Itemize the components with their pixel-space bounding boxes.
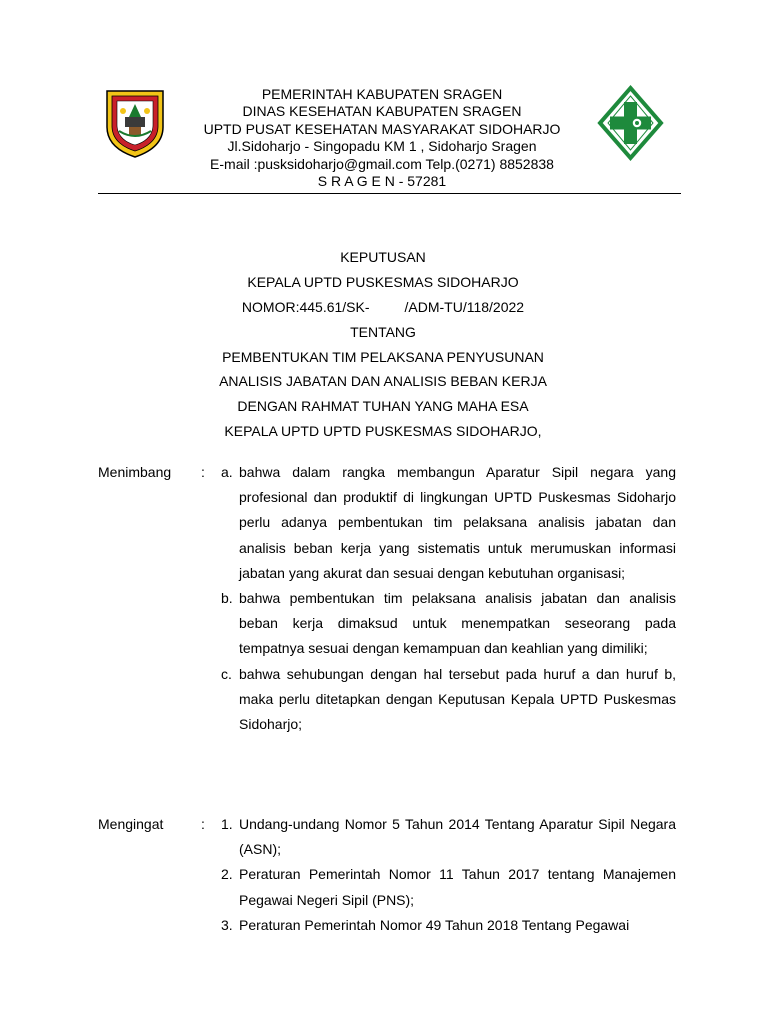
puskesmas-cross-icon <box>593 78 668 168</box>
item-text: Undang-undang Nomor 5 Tahun 2014 Tentang Aparatur Sipil Negara (ASN); <box>239 816 676 858</box>
letterhead <box>170 86 594 190</box>
list-item <box>216 586 676 662</box>
item-marker: b. <box>221 590 233 607</box>
list-item <box>216 913 676 938</box>
letterhead-line: UPTD PUSAT KESEHATAN MASYARAKAT SIDOHARJO <box>203 120 561 137</box>
item-marker: a. <box>221 464 233 480</box>
item-text: Peraturan Pemerintah Nomor 49 Tahun 2018 Tentang Pegawai <box>239 916 630 933</box>
section-label: Mengingat <box>98 816 164 832</box>
decree-number: NOMOR:445.61/SK- /ADM-TU/118/2022 <box>241 298 525 315</box>
item-text: Peraturan Pemerintah Nomor 11 Tahun 2017 tentang Manajemen Pegawai Negeri Sipil (PNS); <box>239 866 676 908</box>
letterhead-line: E-mail :pusksidoharjo@gmail.com Telp.(0271) 8852838 <box>210 155 554 172</box>
item-marker: c. <box>221 665 232 682</box>
menimbang-list <box>216 460 676 737</box>
section-label: Menimbang <box>98 464 172 480</box>
letterhead-line: Jl.Sidoharjo - Singopadu KM 1 , Sidoharjo Sragen <box>227 138 537 155</box>
item-marker: 3. <box>221 916 233 933</box>
item-marker: 2. <box>221 866 233 883</box>
list-item <box>216 862 676 912</box>
decree-title-block <box>98 245 668 444</box>
title-line: KEPALA UPTD PUSKESMAS SIDOHARJO <box>247 273 519 290</box>
letterhead-line: PEMERINTAH KABUPATEN SRAGEN <box>261 86 503 102</box>
title-line: TENTANG <box>350 323 416 340</box>
title-line: KEPALA UPTD UPTD PUSKESMAS SIDOHARJO, <box>224 423 542 440</box>
title-line: ANALISIS JABATAN DAN ANALISIS BEBAN KERJA <box>219 373 547 390</box>
title-line: KEPUTUSAN <box>340 249 426 265</box>
section-colon: : <box>201 816 205 832</box>
list-item <box>216 812 676 862</box>
list-item <box>216 460 676 586</box>
item-text: bahwa sehubungan dengan hal tersebut pada huruf a dan huruf b, maka perlu ditetapkan dengan Keputusan Kepala UPTD Puskesmas Sidoharjo; <box>239 665 676 733</box>
list-item <box>216 662 676 738</box>
letterhead-line: S R A G E N - 57281 <box>317 173 447 190</box>
item-marker: 1. <box>221 816 233 832</box>
letterhead-divider <box>98 193 681 194</box>
title-line: PEMBENTUKAN TIM PELAKSANA PENYUSUNAN <box>222 348 544 365</box>
item-text: bahwa pembentukan tim pelaksana analisis jabatan dan analisis beban kerja dimaksud untuk menempatkan seseorang pada tempatnya sesuai dengan kemampuan dan keahlian yang dimiliki; <box>239 590 676 657</box>
mengingat-list <box>216 812 676 938</box>
section-colon: : <box>201 464 205 480</box>
item-text: bahwa dalam rangka membangun Aparatur Sipil negara yang profesional dan produktif di lingkungan UPTD Puskesmas Sidoharjo perlu adanya pembentukan tim pelaksana analisis jabatan dan analisis beban kerja yang sistematis untuk merumuskan informasi jabatan yang akurat dan sesuai dengan kebutuhan organisasi; <box>239 464 676 581</box>
sragen-crest-icon <box>103 87 167 159</box>
letterhead-line: DINAS KESEHATAN KABUPATEN SRAGEN <box>242 103 522 120</box>
title-line: DENGAN RAHMAT TUHAN YANG MAHA ESA <box>237 398 529 415</box>
